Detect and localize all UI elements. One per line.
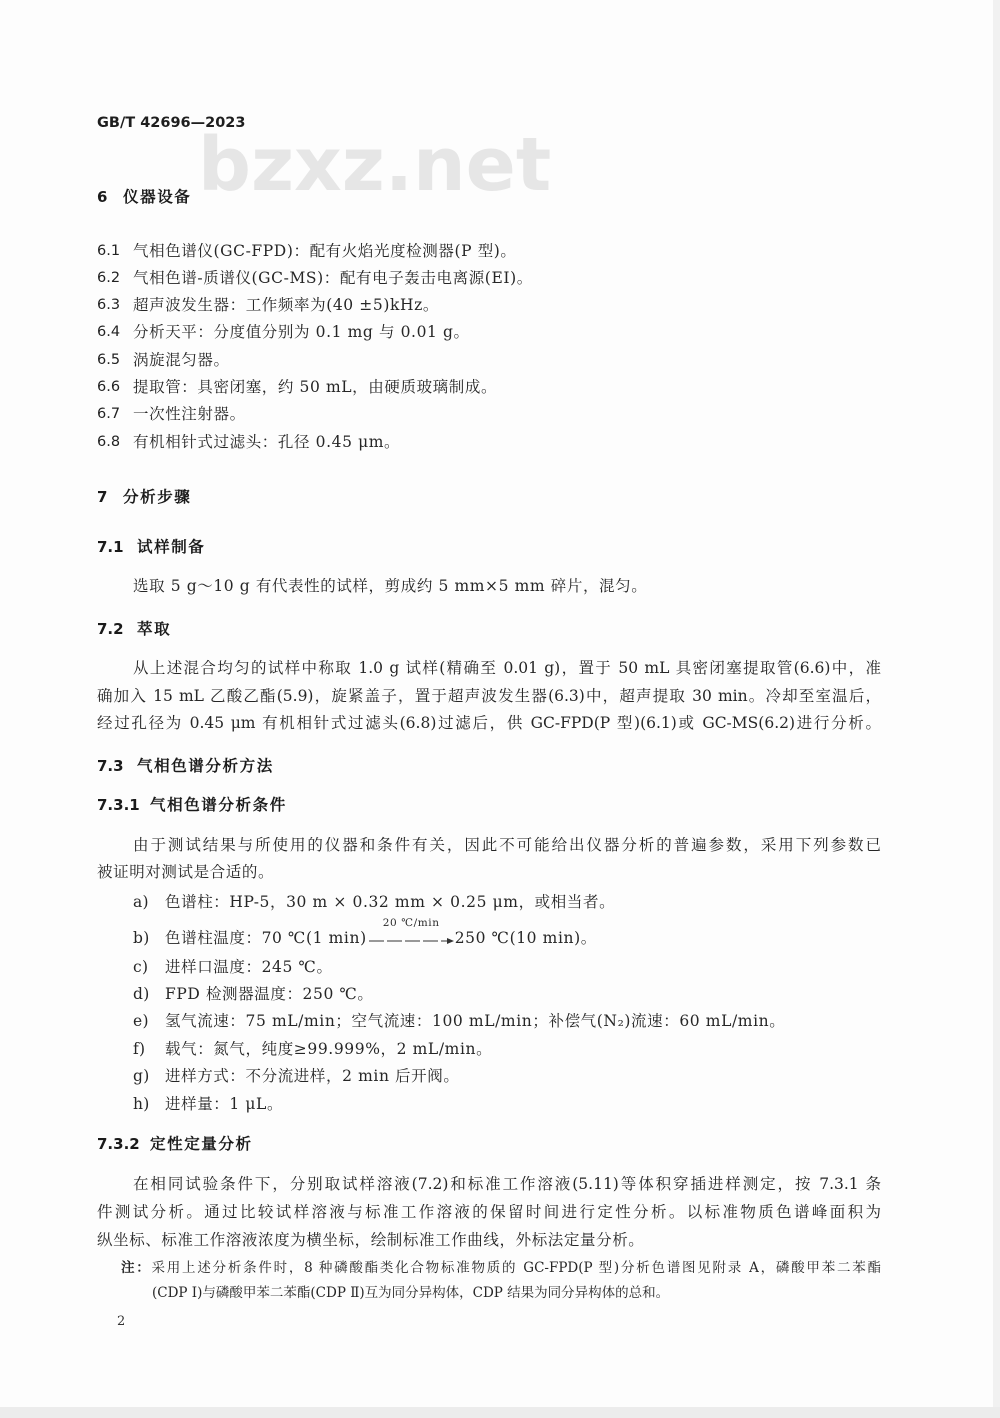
subsection-7-2-heading xyxy=(0,619,1000,639)
item-6-2 xyxy=(0,268,1000,288)
item-6-8 xyxy=(0,432,1000,452)
scan-edge-bottom xyxy=(0,1407,1000,1418)
ramp-rate-label: 20 ℃/min xyxy=(382,917,440,929)
paragraph-line: 确加入 15 mL 乙酸乙酯(5.9)，旋紧盖子，置于超声波发生器(6.3)中，超声提取 30 min。冷却至室温后， xyxy=(97,687,881,705)
paragraph-line: 选取 5 g～10 g 有代表性的试样，剪成约 5 mm×5 mm 碎片，混匀。 xyxy=(133,577,648,595)
subsection-7-3-heading xyxy=(0,756,1000,776)
paragraph-line: 由于测试结果与所使用的仪器和条件有关，因此不可能给出仪器分析的普遍参数，采用下列参数已 xyxy=(133,836,881,854)
list-text: FPD 检测器温度：250 ℃。 xyxy=(165,985,374,1003)
list-text: 氢气流速：75 mL/min；空气流速：100 mL/min；补偿气(N₂)流速：60 mL/min。 xyxy=(165,1012,786,1030)
item-number: 6.2 xyxy=(97,270,121,286)
subsection-number: 7.1 xyxy=(97,538,124,556)
subsection-7-3-1-heading xyxy=(0,795,1000,815)
subsection-7-3-2-heading xyxy=(0,1134,1000,1154)
item-number: 6.3 xyxy=(97,297,121,313)
note-line: (CDP Ⅰ)与磷酸甲苯二苯酯(CDP Ⅱ)互为同分异构体，CDP 结果为同分异构体的总和。 xyxy=(152,1285,670,1301)
item-text: 气相色谱-质谱仪(GC-MS)：配有电子轰击电离源(EI)。 xyxy=(133,269,533,287)
temperature-program-end: 250 ℃(10 min)。 xyxy=(454,929,597,947)
subsection-number: 7.3 xyxy=(97,757,124,775)
section-7-heading xyxy=(0,487,1000,507)
list-label: e) xyxy=(133,1012,149,1030)
subsection-title: 定性定量分析 xyxy=(150,1135,253,1153)
list-item-b xyxy=(0,917,1000,948)
list-text: 色谱柱：HP-5，30 m × 0.32 mm × 0.25 μm，或相当者。 xyxy=(165,893,616,911)
subsection-title: 萃取 xyxy=(137,620,172,638)
subsection-number: 7.3.2 xyxy=(97,1135,140,1153)
item-6-6 xyxy=(0,377,1000,397)
subsection-number: 7.3.1 xyxy=(97,796,140,814)
item-text: 有机相针式过滤头：孔径 0.45 μm。 xyxy=(133,433,401,451)
list-item-c xyxy=(0,957,1000,977)
list-item-f xyxy=(0,1039,1000,1059)
list-text: 进样量：1 μL。 xyxy=(165,1095,284,1113)
section-title: 仪器设备 xyxy=(123,188,192,206)
temperature-program-start: 色谱柱温度：70 ℃(1 min) xyxy=(165,929,367,947)
list-item-g xyxy=(0,1066,1000,1086)
subsection-number: 7.2 xyxy=(97,620,124,638)
list-text: 进样方式：不分流进样，2 min 后开阀。 xyxy=(165,1067,460,1085)
item-6-1 xyxy=(0,241,1000,261)
list-label: g) xyxy=(133,1067,150,1085)
subsection-title: 气相色谱分析条件 xyxy=(150,796,287,814)
paragraph-line: 件测试分析。通过比较试样溶液与标准工作溶液的保留时间进行定性分析。以标准物质色谱峰面积为 xyxy=(97,1203,881,1221)
list-label: b) xyxy=(133,929,150,947)
list-label: d) xyxy=(133,985,150,1003)
watermark: bzxz.net xyxy=(198,122,552,208)
arrow-right-icon xyxy=(367,928,455,948)
arrow-head xyxy=(447,938,454,944)
list-item-h xyxy=(0,1094,1000,1114)
item-number: 6.5 xyxy=(97,352,121,368)
item-6-5 xyxy=(0,350,1000,370)
item-6-4 xyxy=(0,322,1000,342)
section-number: 7 xyxy=(97,488,108,506)
item-text: 一次性注射器。 xyxy=(133,405,246,423)
standard-number: GB/T 42696—2023 xyxy=(97,115,246,131)
note-text: 采用上述分析条件时，8 种磷酸酯类化合物标准物质的 GC-FPD(P 型)分析色谱图见附录 A，磷酸甲苯二苯酯 xyxy=(151,1260,881,1276)
item-text: 提取管：具密闭塞，约 50 mL，由硬质玻璃制成。 xyxy=(133,378,498,396)
list-text xyxy=(165,917,597,948)
section-6-heading xyxy=(0,187,1000,207)
list-text: 载气：氮气，纯度≥99.999%，2 mL/min。 xyxy=(165,1040,493,1058)
item-text: 气相色谱仪(GC-FPD)：配有火焰光度检测器(P 型)。 xyxy=(133,242,517,260)
scan-edge-right xyxy=(993,0,1000,1418)
section-number: 6 xyxy=(97,188,108,206)
section-title: 分析步骤 xyxy=(123,488,192,506)
paragraph-line: 经过孔径为 0.45 μm 有机相针式过滤头(6.8)过滤后，供 GC-FPD(P 型)(6.1)或 GC-MS(6.2)进行分析。 xyxy=(97,714,881,732)
paragraph-line: 纵坐标、标准工作溶液浓度为横坐标，绘制标准工作曲线，外标法定量分析。 xyxy=(97,1231,645,1249)
paragraph-line: 被证明对测试是合适的。 xyxy=(97,863,275,881)
page-number: 2 xyxy=(117,1314,126,1329)
list-item-e xyxy=(0,1011,1000,1031)
item-text: 超声波发生器：工作频率为(40 ±5)kHz。 xyxy=(133,296,439,314)
paragraph-line: 从上述混合均匀的试样中称取 1.0 g 试样(精确至 0.01 g)，置于 50 mL 具密闭塞提取管(6.6)中，准 xyxy=(133,659,881,677)
item-number: 6.1 xyxy=(97,243,121,259)
list-item-a xyxy=(0,892,1000,912)
list-label: c) xyxy=(133,958,149,976)
paragraph-line: 在相同试验条件下，分别取试样溶液(7.2)和标准工作溶液(5.11)等体积穿插进样测定，按 7.3.1 条 xyxy=(133,1175,881,1193)
list-item-d xyxy=(0,984,1000,1004)
list-label: h) xyxy=(133,1095,150,1113)
list-label: f) xyxy=(133,1040,146,1058)
subsection-7-1-heading xyxy=(0,537,1000,557)
list-text: 进样口温度：245 ℃。 xyxy=(165,958,333,976)
item-text: 涡旋混匀器。 xyxy=(133,351,230,369)
item-number: 6.7 xyxy=(97,406,121,422)
subsection-title: 试样制备 xyxy=(137,538,206,556)
ramp-arrow xyxy=(367,917,455,948)
note-label: 注： xyxy=(121,1260,152,1276)
item-number: 6.8 xyxy=(97,434,121,450)
item-number: 6.6 xyxy=(97,379,121,395)
item-6-3 xyxy=(0,295,1000,315)
subsection-title: 气相色谱分析方法 xyxy=(137,757,274,775)
note-line xyxy=(121,1259,881,1277)
item-text: 分析天平：分度值分别为 0.1 mg 与 0.01 g。 xyxy=(133,323,470,341)
item-number: 6.4 xyxy=(97,324,121,340)
item-6-7 xyxy=(0,404,1000,424)
list-label: a) xyxy=(133,893,149,911)
